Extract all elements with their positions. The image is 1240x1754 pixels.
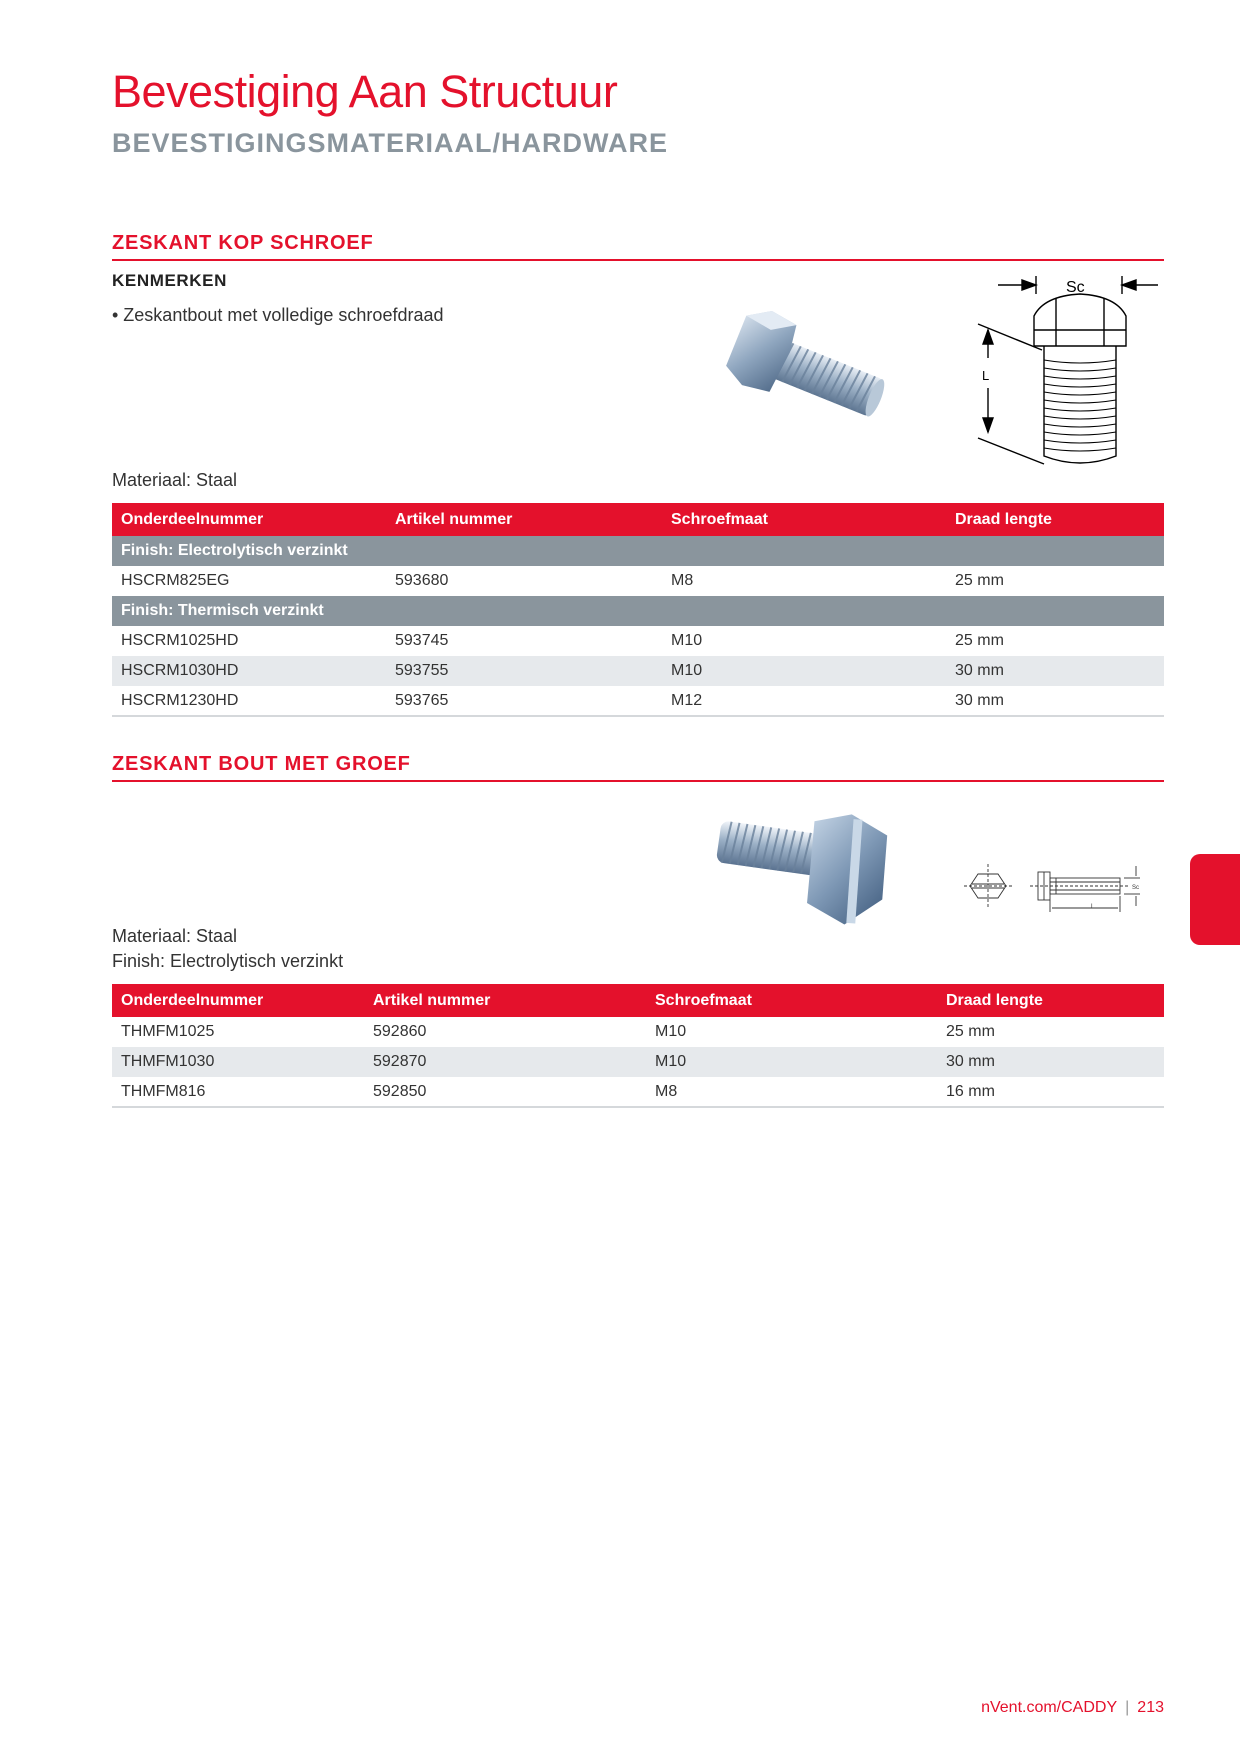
finish-label: Finish: Electrolytisch verzinkt bbox=[112, 951, 344, 971]
col-header-article-number: Artikel nummer bbox=[364, 984, 646, 1017]
sc-label: Sc bbox=[1132, 885, 1140, 891]
finish-group-label: Finish: Thermisch verzinkt bbox=[112, 596, 1164, 626]
table-row: THMFM1030 592870 M10 30 mm bbox=[112, 1047, 1164, 1077]
spec-table-hex-screw bbox=[112, 503, 1164, 717]
footer-separator: | bbox=[1125, 1699, 1130, 1716]
l-label: L bbox=[982, 368, 990, 383]
section-title-slotted-bolt: ZESKANT BOUT MET GROEF bbox=[112, 753, 411, 775]
slotted-bolt-drawing bbox=[960, 858, 1150, 924]
footer bbox=[981, 1699, 1164, 1717]
feature-bullet: • Zeskantbout met volledige schroefdraad bbox=[112, 305, 444, 325]
col-header-part-number: Onderdeelnummer bbox=[112, 984, 364, 1017]
page-number: 213 bbox=[1137, 1699, 1164, 1716]
slotted-bolt-photo bbox=[712, 806, 892, 928]
spec-table-slotted-bolt bbox=[112, 984, 1164, 1108]
page-subtitle: BEVESTIGINGSMATERIAAL/HARDWARE bbox=[112, 128, 669, 158]
chapter-tab bbox=[1190, 854, 1240, 945]
sc-label: Sc bbox=[1066, 279, 1085, 296]
table-row: THMFM1025 592860 M10 25 mm bbox=[121, 1023, 995, 1040]
page-title: Bevestiging Aan Structuur bbox=[112, 66, 618, 117]
table-row: HSCRM1230HD 593765 M12 30 mm bbox=[112, 686, 1164, 716]
table-row: THMFM816 592850 M8 16 mm bbox=[112, 1077, 1164, 1107]
col-header-thread-length: Draad lengte bbox=[946, 503, 1164, 536]
hex-screw-photo bbox=[720, 310, 900, 445]
finish-group-label: Finish: Electrolytisch verzinkt bbox=[112, 536, 1164, 566]
col-header-article-number: Artikel nummer bbox=[386, 503, 662, 536]
col-header-part-number: Onderdeelnummer bbox=[112, 503, 386, 536]
table-row: HSCRM1025HD 593745 M10 25 mm bbox=[121, 632, 1004, 649]
l-label: L bbox=[1091, 904, 1095, 910]
col-header-thread-size: Schroefmaat bbox=[662, 503, 946, 536]
section-title-hex-screw: ZESKANT KOP SCHROEF bbox=[112, 232, 374, 254]
section-divider bbox=[112, 259, 1164, 261]
col-header-thread-size: Schroefmaat bbox=[646, 984, 937, 1017]
features-title: KENMERKEN bbox=[112, 271, 227, 290]
hex-screw-drawing bbox=[960, 268, 1160, 480]
col-header-thread-length: Draad lengte bbox=[937, 984, 1164, 1017]
material-label: Materiaal: Staal bbox=[112, 926, 238, 946]
material-label: Materiaal: Staal bbox=[112, 470, 238, 490]
table-row: HSCRM1030HD 593755 M10 30 mm bbox=[112, 656, 1164, 686]
section-divider bbox=[112, 780, 1164, 782]
footer-site-link[interactable]: nVent.com/CADDY bbox=[981, 1699, 1118, 1716]
table-row: HSCRM825EG 593680 M8 25 mm bbox=[121, 572, 1004, 589]
